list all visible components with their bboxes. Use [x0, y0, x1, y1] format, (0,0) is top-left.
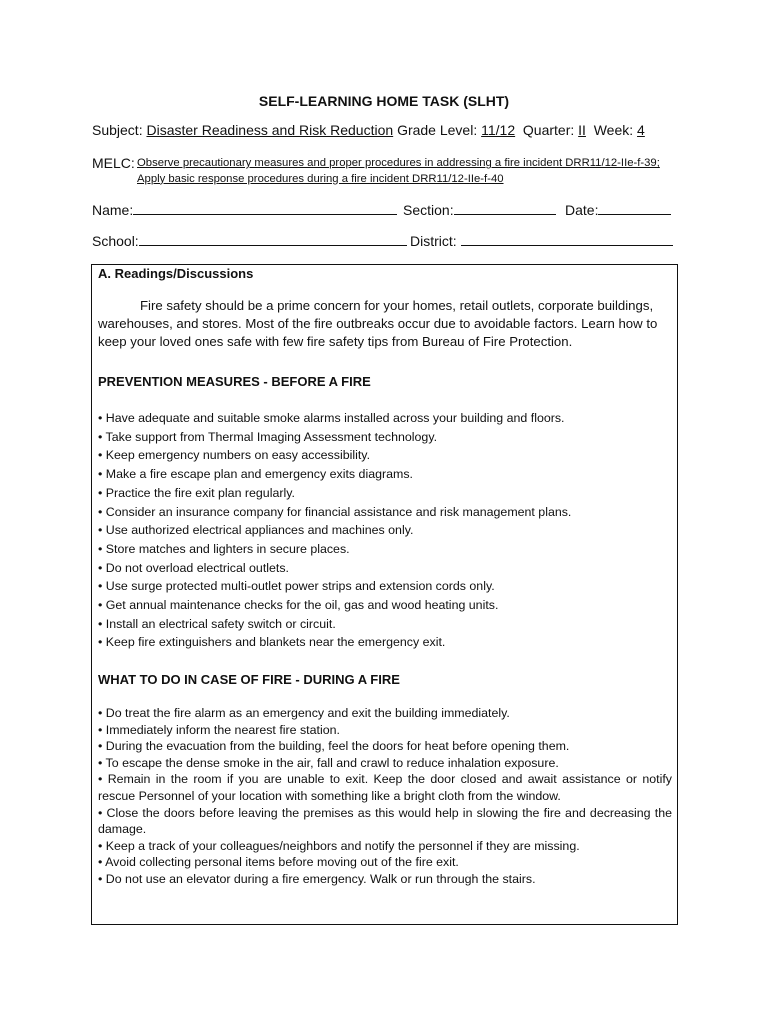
melc-text: [137, 156, 660, 187]
melc-label: MELC:: [92, 155, 135, 171]
readings-intro: Fire safety should be a prime concern for your homes, retail outlets, corporate buildings, warehouses, and stores. Most of the fire outbreaks occur due to avoidable factors. Learn how to keep your loved ones safe with few fire safety tips from Bureau of Fire Protection.: [98, 298, 658, 349]
list-item: • Get annual maintenance checks for the oil, gas and wood heating units.: [98, 598, 499, 613]
date-field[interactable]: [565, 202, 671, 218]
section-blank[interactable]: [454, 202, 556, 215]
list-item: • Immediately inform the nearest fire station.: [98, 722, 340, 737]
date-blank[interactable]: [598, 202, 671, 215]
before-fire-heading: PREVENTION MEASURES - BEFORE A FIRE: [98, 374, 371, 389]
subject-value: Disaster Readiness and Risk Reduction: [146, 122, 394, 138]
list-item: • Remain in the room if you are unable to exit. Keep the door closed and await assistance or notify rescue Personnel of your location with something like a bright cloth from the window.: [98, 772, 672, 803]
list-item: • Avoid collecting personal items before moving out of the fire exit.: [98, 855, 459, 870]
quarter-value: II: [578, 122, 586, 138]
name-field[interactable]: [92, 202, 397, 218]
list-item: • During the evacuation from the building, feel the doors for heat before opening them.: [98, 739, 570, 754]
melc-line-1: Observe precautionary measures and proper procedures in addressing a fire incident DRR11/12-IIe-f-39;: [137, 157, 660, 169]
subject-label: Subject:: [92, 122, 143, 138]
list-item: • Do treat the fire alarm as an emergency and exit the building immediately.: [98, 706, 510, 720]
readings-box: [91, 264, 678, 925]
during-fire-heading: WHAT TO DO IN CASE OF FIRE - DURING A FIRE: [98, 672, 400, 687]
name-label: Name:: [92, 202, 134, 218]
readings-heading: A. Readings/Discussions: [98, 266, 254, 281]
list-item: • Take support from Thermal Imaging Assessment technology.: [98, 429, 438, 444]
grade-label: Grade Level:: [397, 122, 478, 138]
district-label: District:: [410, 233, 457, 249]
list-item: • Have adequate and suitable smoke alarms installed across your building and floors.: [98, 411, 565, 425]
section-field[interactable]: [403, 202, 556, 218]
melc-line-2: Apply basic response procedures during a fire incident DRR11/12-IIe-f-40: [137, 172, 504, 185]
list-item: • Keep fire extinguishers and blankets near the emergency exit.: [98, 635, 446, 650]
list-item: • Close the doors before leaving the premises as this would help in slowing the fire and decreasing the damage.: [98, 805, 672, 837]
list-item: • Make a fire escape plan and emergency exits diagrams.: [98, 467, 413, 482]
grade-value: 11/12: [481, 122, 516, 138]
list-item: • Use authorized electrical appliances and machines only.: [98, 523, 414, 538]
document-title: SELF-LEARNING HOME TASK (SLHT): [258, 93, 510, 109]
subject-row: [92, 122, 645, 138]
week-label: Week:: [593, 122, 634, 138]
district-blank[interactable]: [461, 233, 673, 246]
list-item: • Use surge protected multi-outlet power strips and extension cords only.: [98, 579, 495, 594]
list-item: • Do not overload electrical outlets.: [98, 560, 289, 575]
list-item: • To escape the dense smoke in the air, fall and crawl to reduce inhalation exposure.: [98, 755, 559, 770]
list-item: • Keep emergency numbers on easy accessibility.: [98, 448, 371, 463]
list-item: • Practice the fire exit plan regularly.: [98, 485, 295, 500]
week-value: 4: [637, 122, 645, 138]
list-item: • Install an electrical safety switch or circuit.: [98, 616, 336, 631]
before-fire-list: [98, 409, 672, 652]
list-item: • Store matches and lighters in secure places.: [98, 541, 350, 556]
list-item: • Keep a track of your colleagues/neighbors and notify the personnel if they are missing.: [98, 838, 580, 853]
section-label: Section:: [403, 202, 454, 218]
list-item: • Consider an insurance company for financial assistance and risk management plans.: [98, 504, 572, 519]
school-label: School:: [92, 233, 139, 249]
date-label: Date:: [565, 202, 599, 218]
list-item: • Do not use an elevator during a fire emergency. Walk or run through the stairs.: [98, 871, 536, 886]
school-blank[interactable]: [139, 233, 407, 246]
during-fire-list: [98, 705, 672, 888]
district-field[interactable]: [410, 233, 673, 249]
name-blank[interactable]: [133, 202, 397, 215]
school-field[interactable]: [92, 233, 407, 249]
quarter-label: Quarter:: [522, 122, 575, 138]
